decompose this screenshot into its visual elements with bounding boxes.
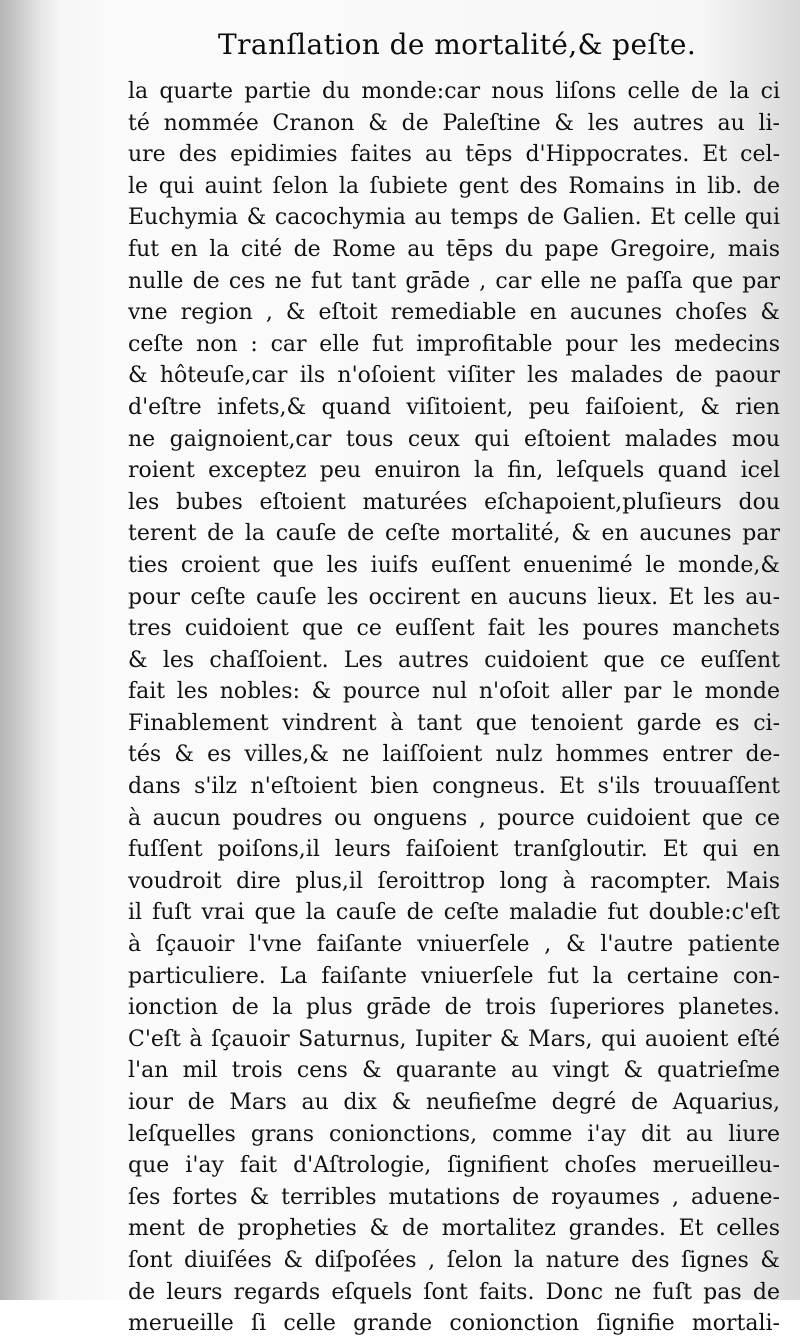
text-line: Finablement vindrent à tant que tenoient garde es ci- [128, 710, 780, 736]
text-line: ties croient que les iuifs euſſent enuenimé le monde,& [128, 552, 780, 578]
text-line: à aucun poudres ou onguens , pource cuidoient que ce [128, 805, 780, 831]
text-line: nulle de ces ne fut tant grāde , car elle ne paſſa que par [128, 268, 780, 294]
text-line: tés & es villes,& ne laiſſoient nulz hommes entrer de- [128, 742, 780, 768]
text-line: & hôteuſe,car ils n'oſoient viſiter les malades de paour [128, 363, 780, 389]
running-head: Tranſlation de mortalité,& peſte. [218, 28, 697, 61]
text-line: ſes fortes & terribles mutations de royaumes , aduene- [128, 1184, 780, 1210]
text-line: ure des epidimies faites au tēps d'Hippocrates. Et cel- [128, 142, 780, 168]
text-line: ceſte non : car elle fut improfitable pour les medecins [128, 331, 780, 357]
text-line: fait les nobles: & pource nul n'oſoit aller par le monde [128, 679, 780, 705]
text-line: voudroit dire plus,il ſeroittrop long à racompter. Mais [128, 868, 780, 894]
text-line: l'an mil trois cens & quarante au vingt & quatrieſme [128, 1058, 780, 1084]
text-line: fuſſent poiſons,il leurs faiſoient tranſgloutir. Et qui en [128, 837, 780, 863]
text-line: ſont diuiſées & diſpoſées , ſelon la nature des ſignes & [128, 1247, 780, 1273]
text-line: tres cuidoient que ce euſſent fait les poures manchets [128, 616, 780, 642]
text-line: ment de propheties & de mortalitez grandes. Et celles [128, 1216, 780, 1242]
text-line: leſquelles grans conionctions, comme i'ay dit au liure [128, 1121, 780, 1147]
text-line: merueille ſi celle grande conionction ſignifie mortali- [128, 1311, 780, 1337]
text-line: dans s'ilz n'eſtoient bien congneus. Et s'ils trouuaſſent [128, 774, 780, 800]
text-line: particuliere. La faiſante vniuerſele fut la certaine con- [128, 963, 780, 989]
body-text [128, 76, 780, 1340]
text-line: iour de Mars au dix & neufieſme degré de Aquarius, [128, 1090, 780, 1115]
text-line: fut en la cité de Rome au tēps du pape Gregoire, mais [128, 236, 780, 262]
text-line: les bubes eſtoient maturées eſchapoient,pluſieurs dou [128, 489, 780, 515]
text-line: d'eſtre infets,& quand viſitoient, peu faiſoient, & rien [128, 394, 780, 420]
text-line: vne region , & eſtoit remediable en aucunes choſes & [128, 300, 780, 326]
text-line: ne gaignoient,car tous ceux qui eſtoient malades mou [128, 426, 780, 452]
text-line: pour ceſte cauſe les occirent en aucuns lieux. Et les au- [128, 584, 780, 610]
text-line: té nommée Cranon & de Paleſtine & les autres au li- [128, 110, 780, 136]
text-line: Euchymia & cacochymia au temps de Galien. Et celle qui [128, 205, 780, 231]
text-line: que i'ay fait d'Aſtrologie, ſignifient choſes merueilleu- [128, 1153, 780, 1179]
text-line: il fuſt vrai que la cauſe de ceſte maladie fut double:c'eſt [128, 900, 780, 926]
text-line: le qui auint ſelon la ſubiete gent des Romains in lib. de [128, 173, 780, 199]
text-line: terent de la cauſe de ceſte mortalité, & en aucunes par [128, 521, 780, 547]
text-line: C'eſt à ſçauoir Saturnus, Iupiter & Mars, qui auoient eſté [128, 1026, 780, 1052]
text-line: de leurs regards eſquels ſont faits. Donc ne fuſt pas de [128, 1279, 780, 1305]
gutter-shadow [0, 0, 60, 1300]
text-line: roient exceptez peu enuiron la fin, leſquels quand icel [128, 458, 780, 484]
text-line: la quarte partie du monde:car nous liſons celle de la ci [128, 79, 780, 104]
text-line: & les chaſſoient. Les autres cuidoient que ce euſſent [128, 647, 780, 673]
text-line: à ſçauoir l'vne faiſante vniuerſele , & l'autre patiente [128, 932, 780, 958]
text-line: ionction de la plus grāde de trois ſuperiores planetes. [128, 995, 780, 1021]
